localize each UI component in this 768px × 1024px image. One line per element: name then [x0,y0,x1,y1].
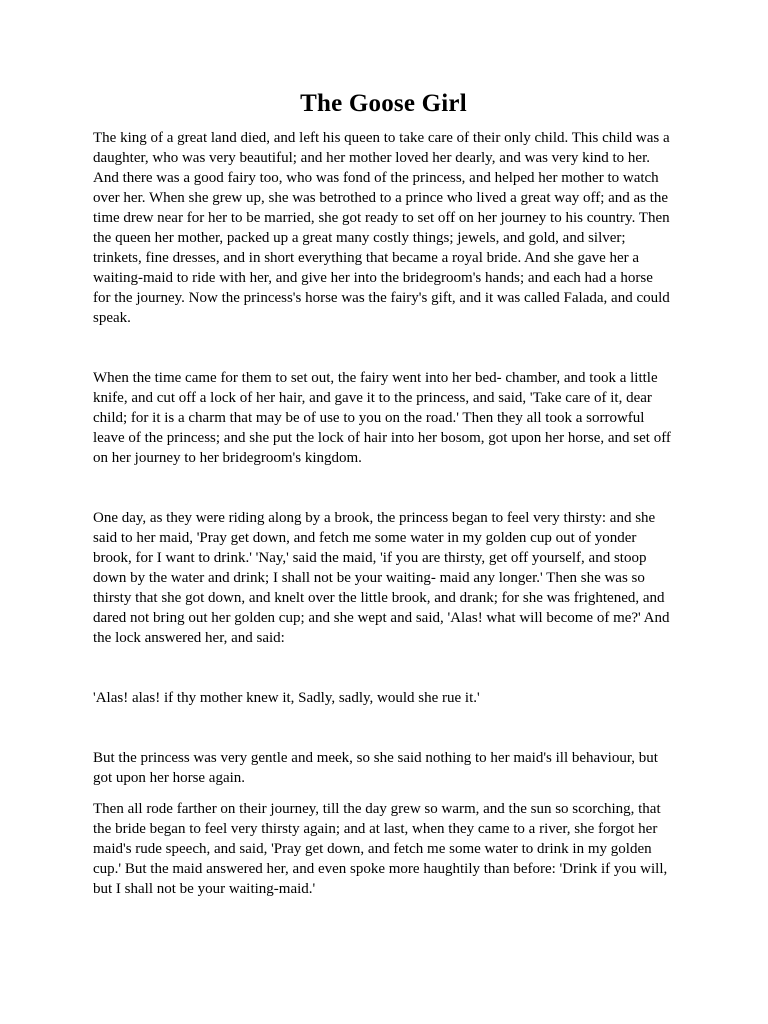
paragraph-5: But the princess was very gentle and meek, so she said nothing to her maid's ill behaviour, but got upon her horse again. [93,750,658,786]
paragraph-6: Then all rode farther on their journey, till the day grew so warm, and the sun so scorching, that the bride began to feel very thirsty again; and at last, when they came to a river, she forgot her maid's rude speech, and said, 'Pray get down, and fetch me some water to drink in my golden cup.' But the maid answered her, and even spoke more haughtily than before: 'Drink if you will, but I shall not be your waiting-maid.' [93,801,668,897]
document-title: The Goose Girl [300,90,467,117]
paragraph-3: One day, as they were riding along by a brook, the princess began to feel very thirsty: and she said to her maid, 'Pray get down, and fetch me some water in my golden cup out of yonder brook, for I want to drink.' 'Nay,' said the maid, 'if you are thirsty, get off yourself, and stoop down by the water and drink; I shall not be your waiting- maid any longer.' Then she was so thirsty that she got down, and knelt over the little brook, and drank; for she was frightened, and dared not bring out her golden cup; and she wept and said, 'Alas! what will become of me?' And the lock answered her, and said: [93,510,670,646]
paragraph-2: When the time came for them to set out, the fairy went into her bed- chamber, and took a little knife, and cut off a lock of her hair, and gave it to the princess, and said, 'Take care of it, dear child; for it is a charm that may be of use to you on the road.' Then they all took a sorrowful leave of the princess; and she put the lock of hair into her bosom, got upon her horse, and set off on her journey to her bridegroom's kingdom. [93,370,671,466]
paragraph-verse: 'Alas! alas! if thy mother knew it, Sadly, sadly, would she rue it.' [93,690,480,706]
paragraph-1: The king of a great land died, and left his queen to take care of their only child. This child was a daughter, who was very beautiful; and her mother loved her dearly, and was very kind to her. And there was a good fairy too, who was fond of the princess, and helped her mother to watch over her. When she grew up, she was betrothed to a prince who lived a great way off; and as the time drew near for her to be married, she got ready to set off on her journey to his country. Then the queen her mother, packed up a great many costly things; jewels, and gold, and silver; trinkets, fine dresses, and in short everything that became a royal bride. And she gave her a waiting-maid to ride with her, and give her into the bridegroom's hands; and each had a horse for the journey. Now the princess's horse was the fairy's gift, and it was called Falada, and could speak. [93,130,670,326]
